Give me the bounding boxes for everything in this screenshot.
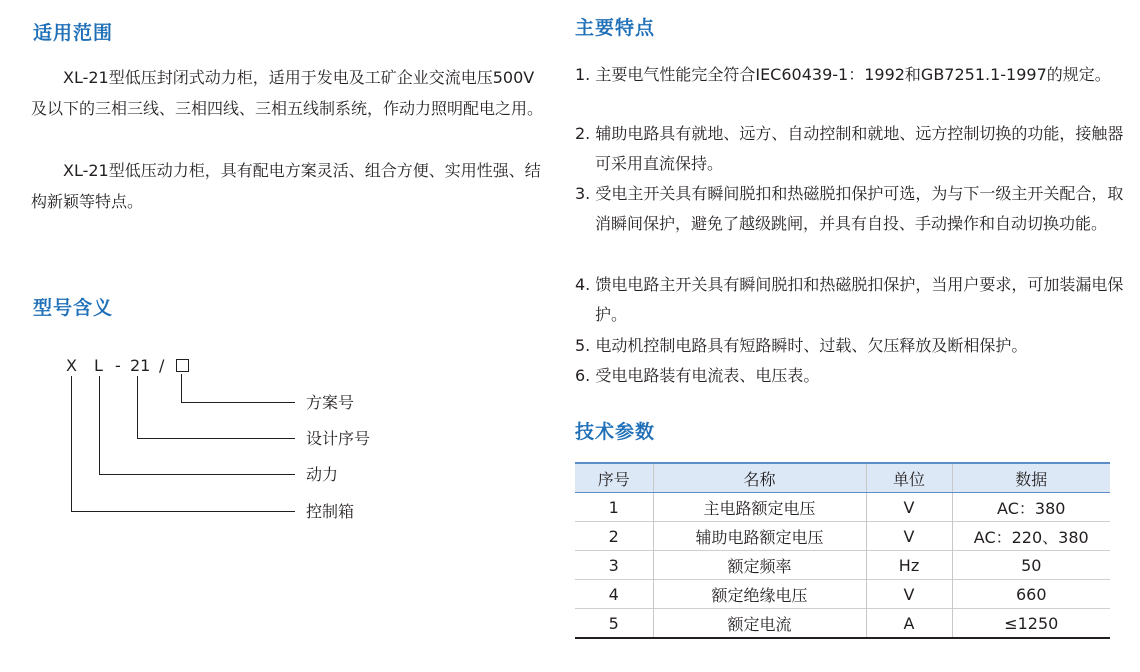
cell-name: 辅助电路额定电压 — [653, 522, 866, 551]
cell-value: 50 — [952, 551, 1110, 580]
model-label-scheme: 方案号 — [306, 393, 355, 412]
code-letter-l: L — [94, 356, 103, 375]
cell-value: ≤1250 — [952, 609, 1110, 639]
code-placeholder-box-icon — [176, 359, 189, 372]
code-letter-x: X — [66, 356, 77, 375]
model-label-design: 设计序号 — [306, 429, 371, 448]
cell-index: 3 — [575, 551, 653, 580]
model-label-box: 控制箱 — [306, 502, 355, 521]
table-header-row — [575, 463, 1110, 493]
feature-item-1: 1. 主要电气性能完全符合IEC60439-1：1992和GB7251.1-1997的规定。 — [575, 65, 1111, 84]
cell-index: 2 — [575, 522, 653, 551]
cell-index: 1 — [575, 493, 653, 522]
cell-unit: A — [866, 609, 952, 639]
table-row — [575, 580, 1110, 609]
scope-heading: 适用范围 — [33, 22, 114, 44]
table-row — [575, 522, 1110, 551]
column-header-value: 数据 — [952, 463, 1110, 493]
model-heading: 型号含义 — [33, 297, 114, 319]
feature-item-6: 6. 受电电路装有电流表、电压表。 — [575, 366, 820, 385]
code-number: 21 — [130, 356, 151, 375]
table-row — [575, 551, 1110, 580]
feature-item-3: 3. 受电主开关具有瞬间脱扣和热磁脱扣保护可选，为与下一级主开关配合，取消瞬间保护，避免了越级跳闸，并具有自投、手动操作和自动切换功能。 — [575, 184, 1124, 233]
tech-heading: 技术参数 — [575, 421, 656, 443]
column-header-unit: 单位 — [866, 463, 952, 493]
tech-params-table — [575, 462, 1110, 639]
cell-name: 额定频率 — [653, 551, 866, 580]
code-dash: - — [115, 356, 121, 375]
cell-index: 5 — [575, 609, 653, 639]
table-row — [575, 609, 1110, 639]
cell-name: 额定电流 — [653, 609, 866, 639]
cell-value: AC：380 — [952, 493, 1110, 522]
model-label-power: 动力 — [306, 465, 339, 484]
cell-unit: V — [866, 522, 952, 551]
cell-unit: V — [866, 580, 952, 609]
table-row — [575, 493, 1110, 522]
cell-unit: V — [866, 493, 952, 522]
cell-value: AC：220、380 — [952, 522, 1110, 551]
feature-item-5: 5. 电动机控制电路具有短路瞬时、过载、欠压释放及断相保护。 — [575, 336, 1028, 355]
scope-paragraph-2: XL-21型低压动力柜，具有配电方案灵活、组合方便、实用性强、结构新颖等特点。 — [31, 161, 541, 211]
feature-item-2: 2. 辅助电路具有就地、远方、自动控制和就地、远方控制切换的功能，接触器可采用直流保持。 — [575, 124, 1124, 173]
code-slash: / — [159, 356, 165, 375]
cell-value: 660 — [952, 580, 1110, 609]
feature-item-4: 4. 馈电电路主开关具有瞬间脱扣和热磁脱扣保护，当用户要求，可加装漏电保护。 — [575, 275, 1124, 324]
features-heading: 主要特点 — [575, 17, 656, 39]
column-header-name: 名称 — [653, 463, 866, 493]
scope-paragraph-1: XL-21型低压封闭式动力柜，适用于发电及工矿企业交流电压500V及以下的三相三线、三相四线、三相五线制系统，作动力照明配电之用。 — [31, 68, 544, 118]
column-header-index: 序号 — [575, 463, 653, 493]
cell-unit: Hz — [866, 551, 952, 580]
cell-name: 额定绝缘电压 — [653, 580, 866, 609]
cell-name: 主电路额定电压 — [653, 493, 866, 522]
cell-index: 4 — [575, 580, 653, 609]
